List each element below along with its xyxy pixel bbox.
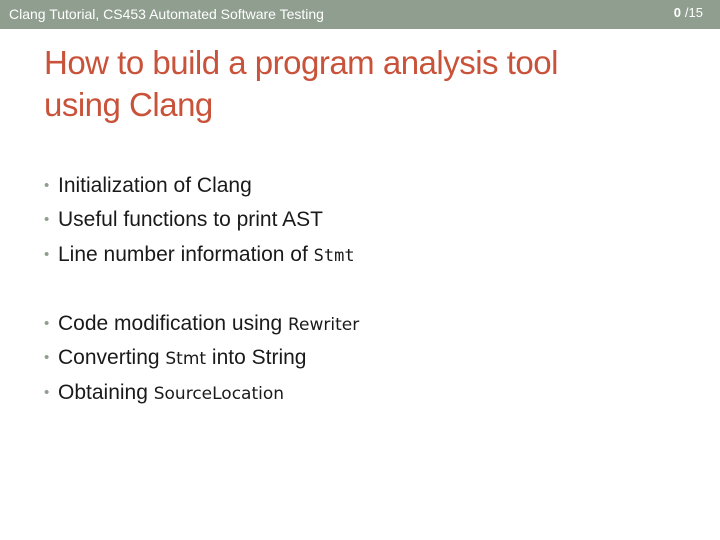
bullet-code: Stmt (313, 246, 355, 266)
bullet-code: SourceLocation (153, 384, 285, 404)
slide-title-line-1: How to build a program analysis tool (44, 44, 558, 81)
bullet-code: Rewriter (287, 315, 360, 335)
bullet-item (44, 208, 323, 232)
bullet-text: Line number information of (58, 243, 314, 266)
bullet-text: Code modification using (58, 312, 288, 335)
bullet-dot-icon: • (44, 177, 50, 194)
bullet-item (44, 312, 359, 336)
header-title: Clang Tutorial, CS453 Automated Software Testing (9, 6, 324, 22)
bullet-text-after: into String (206, 346, 307, 369)
bullet-dot-icon: • (44, 384, 50, 401)
bullet-text: Converting (58, 346, 166, 369)
bullet-text: Useful functions to print AST (58, 208, 323, 231)
bullet-text: Obtaining (58, 381, 154, 404)
bullet-text: Initialization of Clang (58, 174, 252, 197)
bullet-item (44, 243, 355, 267)
bullet-dot-icon: • (44, 211, 50, 228)
bullet-dot-icon: • (44, 349, 50, 366)
header-bar (0, 0, 720, 29)
slide-title (44, 42, 684, 126)
page-current: 0 (673, 5, 681, 20)
bullet-dot-icon: • (44, 246, 50, 263)
page-total: /15 (684, 5, 703, 20)
bullet-item (44, 381, 284, 405)
bullet-item (44, 174, 252, 198)
bullet-item (44, 346, 306, 370)
slide-title-line-2: using Clang (44, 86, 213, 123)
page-counter (674, 5, 703, 20)
bullet-dot-icon: • (44, 315, 50, 332)
bullet-code: Stmt (165, 349, 207, 369)
